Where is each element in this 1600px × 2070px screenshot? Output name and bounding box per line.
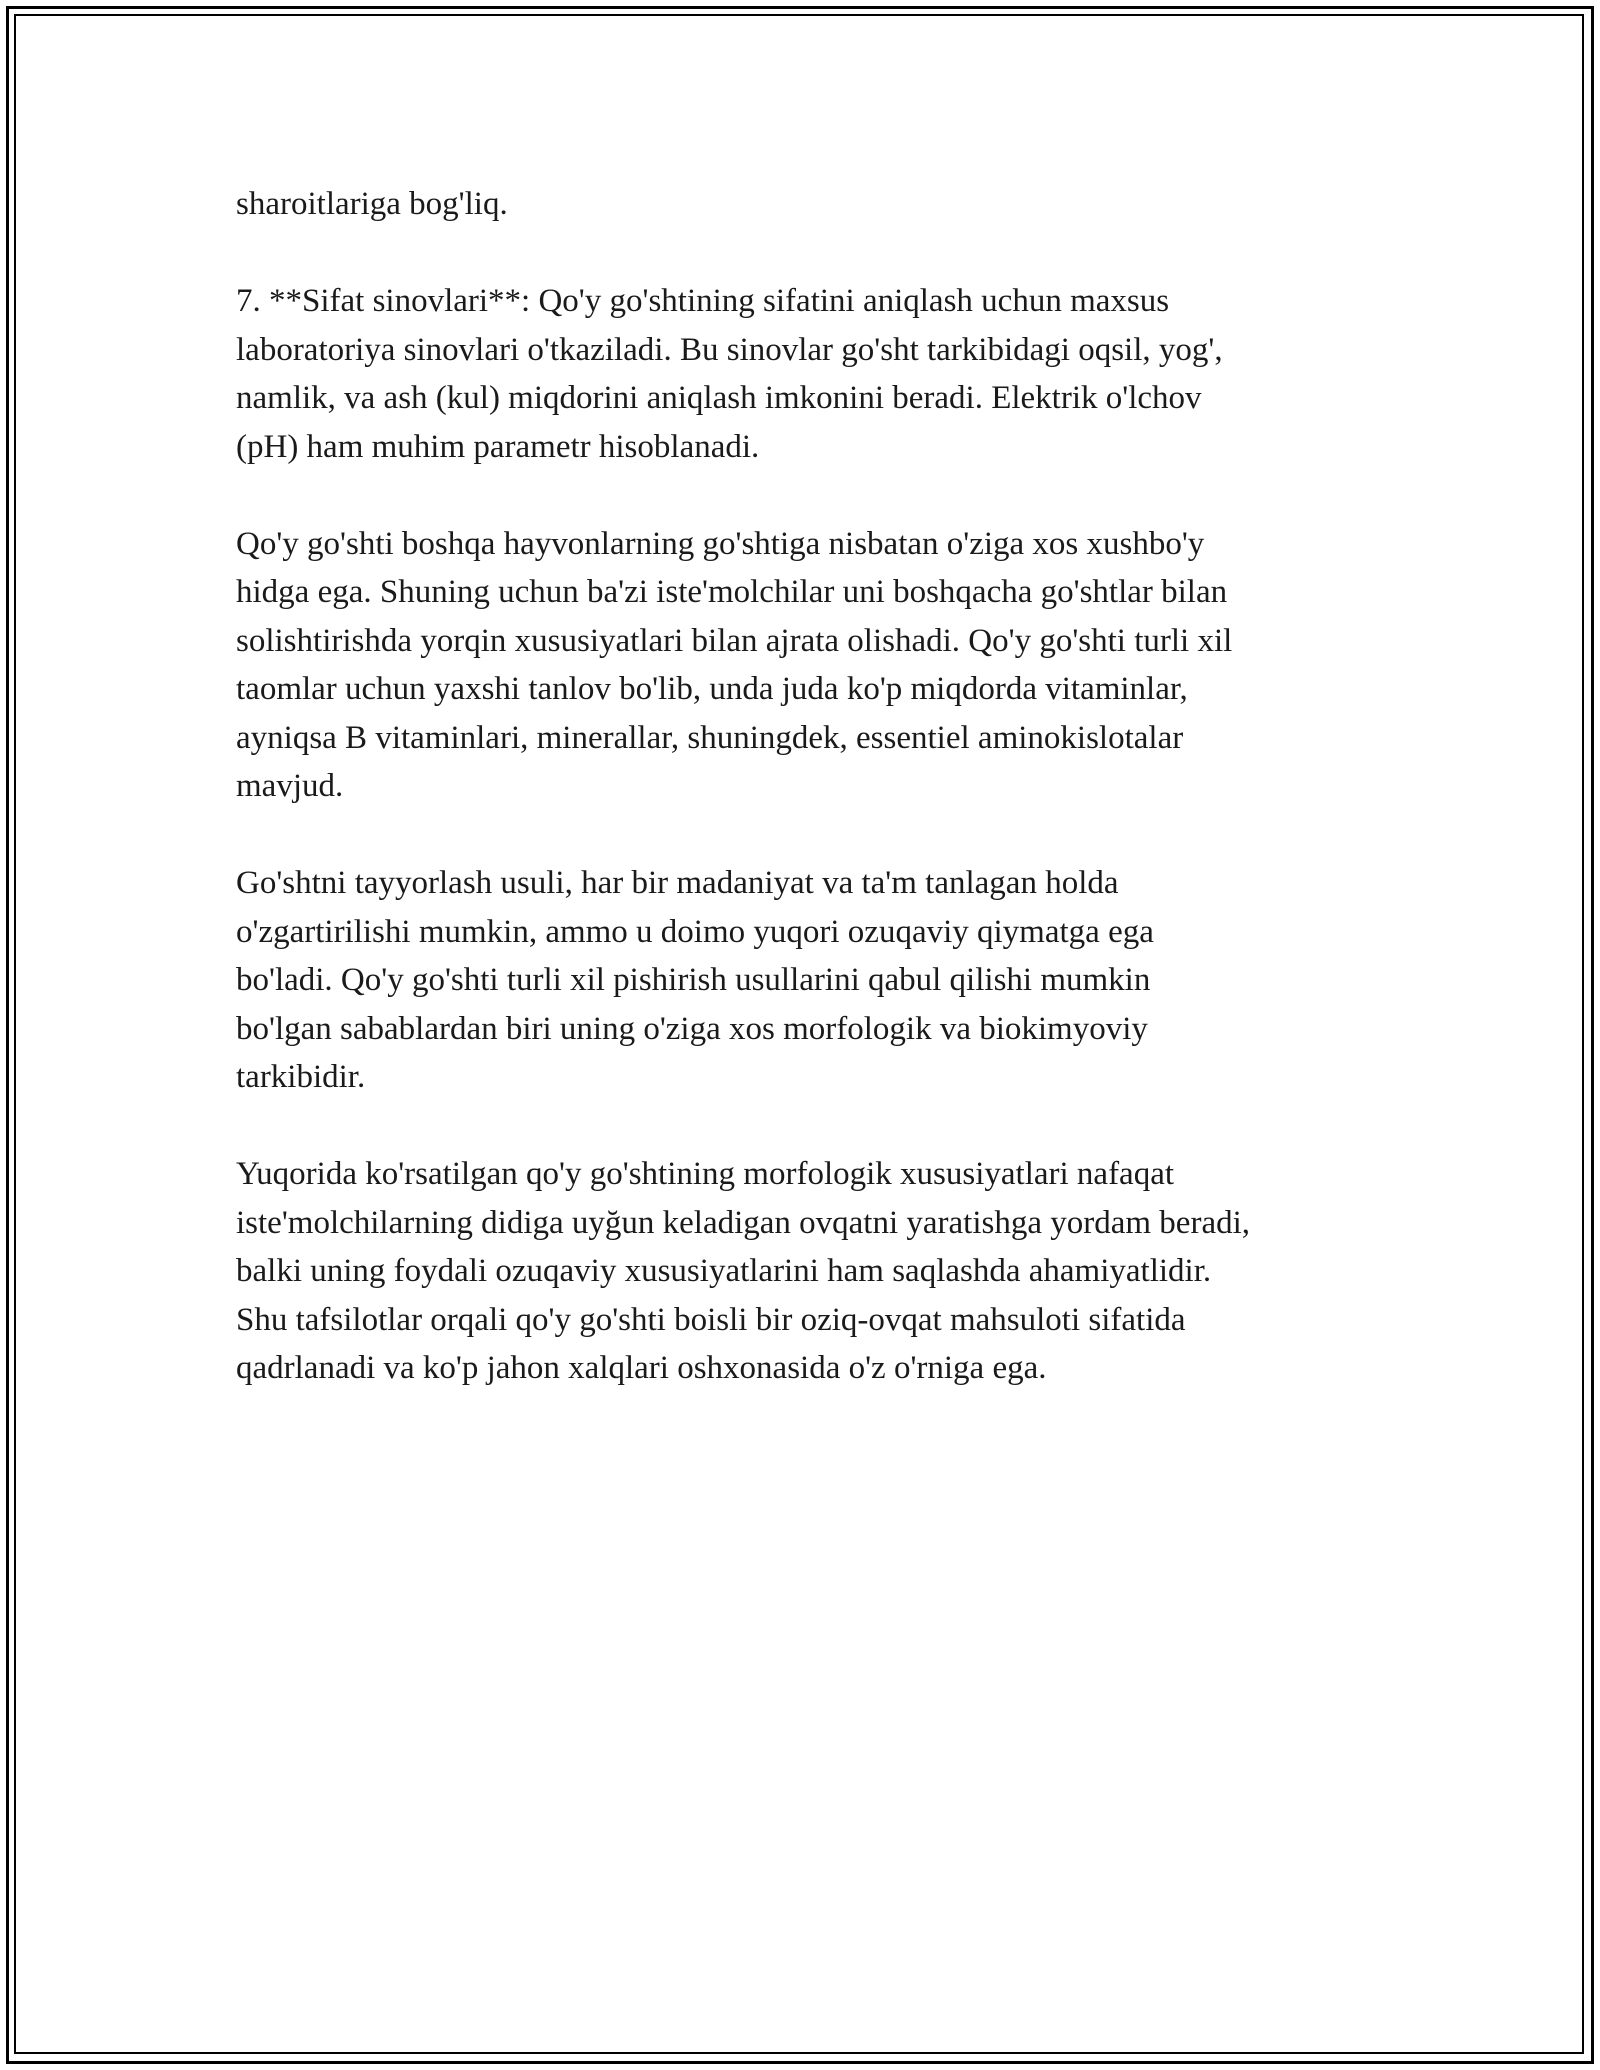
text-line: laboratoriya sinovlari o'tkaziladi. Bu sinovlar go'sht tarkibidagi oqsil, yog',: [236, 331, 1223, 368]
text-line: balki uning foydali ozuqaviy xususiyatlarini ham saqlashda ahamiyatlidir.: [236, 1253, 1212, 1289]
text-line: (pH) ham muhim parametr hisoblanadi.: [236, 428, 760, 465]
text-line: ayniqsa B vitaminlari, minerallar, shuningdek, essentiel aminokislotalar: [236, 719, 1184, 756]
text-line: iste'molchilarning didiga uyğun keladigan ovqatni yaratishga yordam beradi,: [236, 1204, 1251, 1241]
text-line: Shu tafsilotlar orqali qo'y go'shti boisli bir oziq-ovqat mahsuloti sifatida: [236, 1301, 1186, 1338]
text-line: mavjud.: [236, 768, 344, 804]
text-line: o'zgartirilishi mumkin, ammo u doimo yuqori ozuqaviy qiymatga ega: [236, 913, 1154, 950]
paragraph-continuation: [236, 180, 1386, 229]
document-body: [236, 180, 1386, 1441]
paragraph-conclusion: [236, 1150, 1386, 1393]
text-line: bo'lgan sabablardan biri uning o'ziga xos morfologik va biokimyoviy: [236, 1010, 1148, 1047]
text-line: Yuqorida ko'rsatilgan qo'y go'shtining morfologik xususiyatlari nafaqat: [236, 1156, 1175, 1192]
paragraph-aroma: [236, 520, 1386, 811]
paragraph-quality-tests: [236, 277, 1386, 471]
text-line: 7. **Sifat sinovlari**: Qo'y go'shtining sifatini aniqlash uchun maxsus: [236, 283, 1170, 319]
paragraph-preparation: [236, 859, 1386, 1102]
text-line: tarkibidir.: [236, 1059, 366, 1095]
text-line: Qo'y go'shti boshqa hayvonlarning go'shtiga nisbatan o'ziga xos xushbo'y: [236, 525, 1205, 562]
text-line: hidga ega. Shuning uchun ba'zi iste'molchilar uni boshqacha go'shtlar bilan: [236, 574, 1228, 610]
text-line: solishtirishda yorqin xususiyatlari bilan ajrata olishadi. Qo'y go'shti turli xil: [236, 622, 1233, 659]
text-line: sharoitlariga bog'liq.: [236, 186, 508, 222]
text-line: namlik, va ash (kul) miqdorini aniqlash imkonini beradi. Elektrik o'lchov: [236, 380, 1202, 416]
text-line: Go'shtni tayyorlash usuli, har bir madaniyat va ta'm tanlagan holda: [236, 865, 1119, 901]
text-line: taomlar uchun yaxshi tanlov bo'lib, unda juda ko'p miqdorda vitaminlar,: [236, 671, 1188, 707]
text-line: qadrlanadi va ko'p jahon xalqlari oshxonasida o'z o'rniga ega.: [236, 1350, 1047, 1386]
text-line: bo'ladi. Qo'y go'shti turli xil pishirish usullarini qabul qilishi mumkin: [236, 962, 1151, 998]
